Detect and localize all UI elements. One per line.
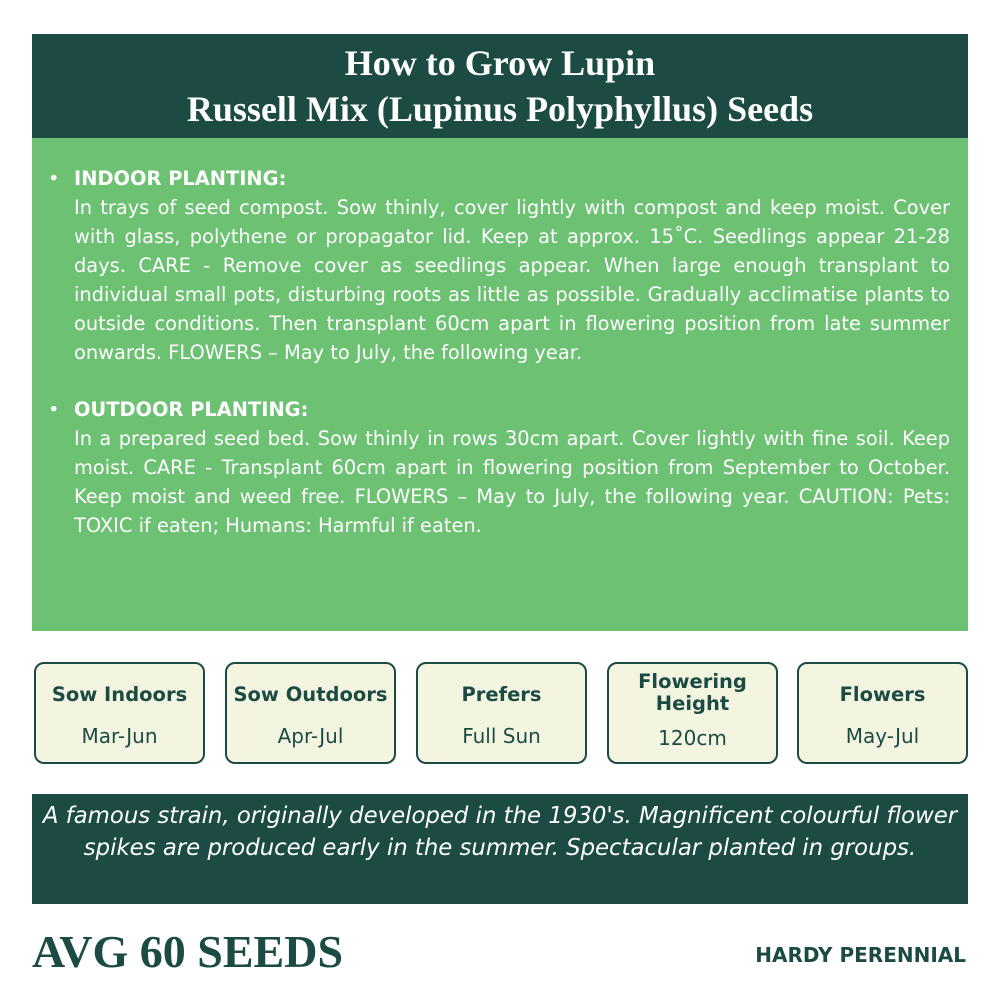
info-label: Sow Outdoors — [233, 683, 388, 706]
flowers-box — [797, 662, 968, 764]
indoor-planting-text: In trays of seed compost. Sow thinly, cover lightly with compost and keep moist. Cover with glass, polythene or propagator lid. Keep at approx. 15˚C. Seedlings appear 21-28 days. CARE - Remove cover as seedlings appear. When large enough transplant to individual small pots, disturbing roots as little as possible. Gradually acclimatise plants to outside conditions. Then transplant 60cm apart in flowering position from late summer onwards. FLOWERS – May to July, the following year. — [74, 196, 950, 364]
sow-indoors-box — [34, 662, 205, 764]
info-value: Full Sun — [462, 724, 541, 748]
indoor-planting-section — [48, 164, 950, 367]
title-line-2: Russell Mix (Lupinus Polyphyllus) Seeds — [186, 89, 814, 129]
info-label: Sow Indoors — [51, 683, 188, 706]
outdoor-planting-title: OUTDOOR PLANTING: — [74, 398, 309, 421]
info-label: Flowers — [839, 683, 926, 706]
info-label: Prefers — [461, 683, 542, 706]
info-value: 120cm — [658, 726, 727, 750]
growing-info-row — [34, 662, 968, 764]
flowering-height-box — [607, 662, 778, 764]
sow-outdoors-box — [225, 662, 396, 764]
info-label: Flowering — [638, 670, 747, 693]
bullet-icon: • — [48, 167, 60, 190]
info-value: May-Jul — [845, 724, 920, 748]
indoor-planting-title: INDOOR PLANTING: — [74, 167, 287, 190]
description-banner: A famous strain, originally developed in the 1930's. Magnificent colourful flower spikes are produced early in the summer. Spectacular planted in groups. — [32, 794, 968, 904]
prefers-box — [416, 662, 587, 764]
info-label: Height — [655, 692, 730, 715]
info-value: Mar-Jun — [81, 724, 158, 748]
outdoor-planting-text: In a prepared seed bed. Sow thinly in rows 30cm apart. Cover lightly with fine soil. Keep moist. CARE - Transplant 60cm apart in flowering position from September to October. Keep moist and weed free. FLOWERS – May to July, the following year. CAUTION: Pets: TOXIC if eaten; Humans: Harmful if eaten. — [74, 427, 950, 537]
info-value: Apr-Jul — [277, 724, 344, 748]
planting-instructions-panel — [32, 138, 968, 631]
page-title — [32, 34, 968, 138]
bullet-icon: • — [48, 398, 60, 421]
plant-type-label: HARDY PERENNIAL — [755, 943, 966, 967]
title-line-1: How to Grow Lupin — [344, 43, 656, 83]
seed-count: AVG 60 SEEDS — [32, 926, 344, 977]
outdoor-planting-section — [48, 395, 950, 540]
